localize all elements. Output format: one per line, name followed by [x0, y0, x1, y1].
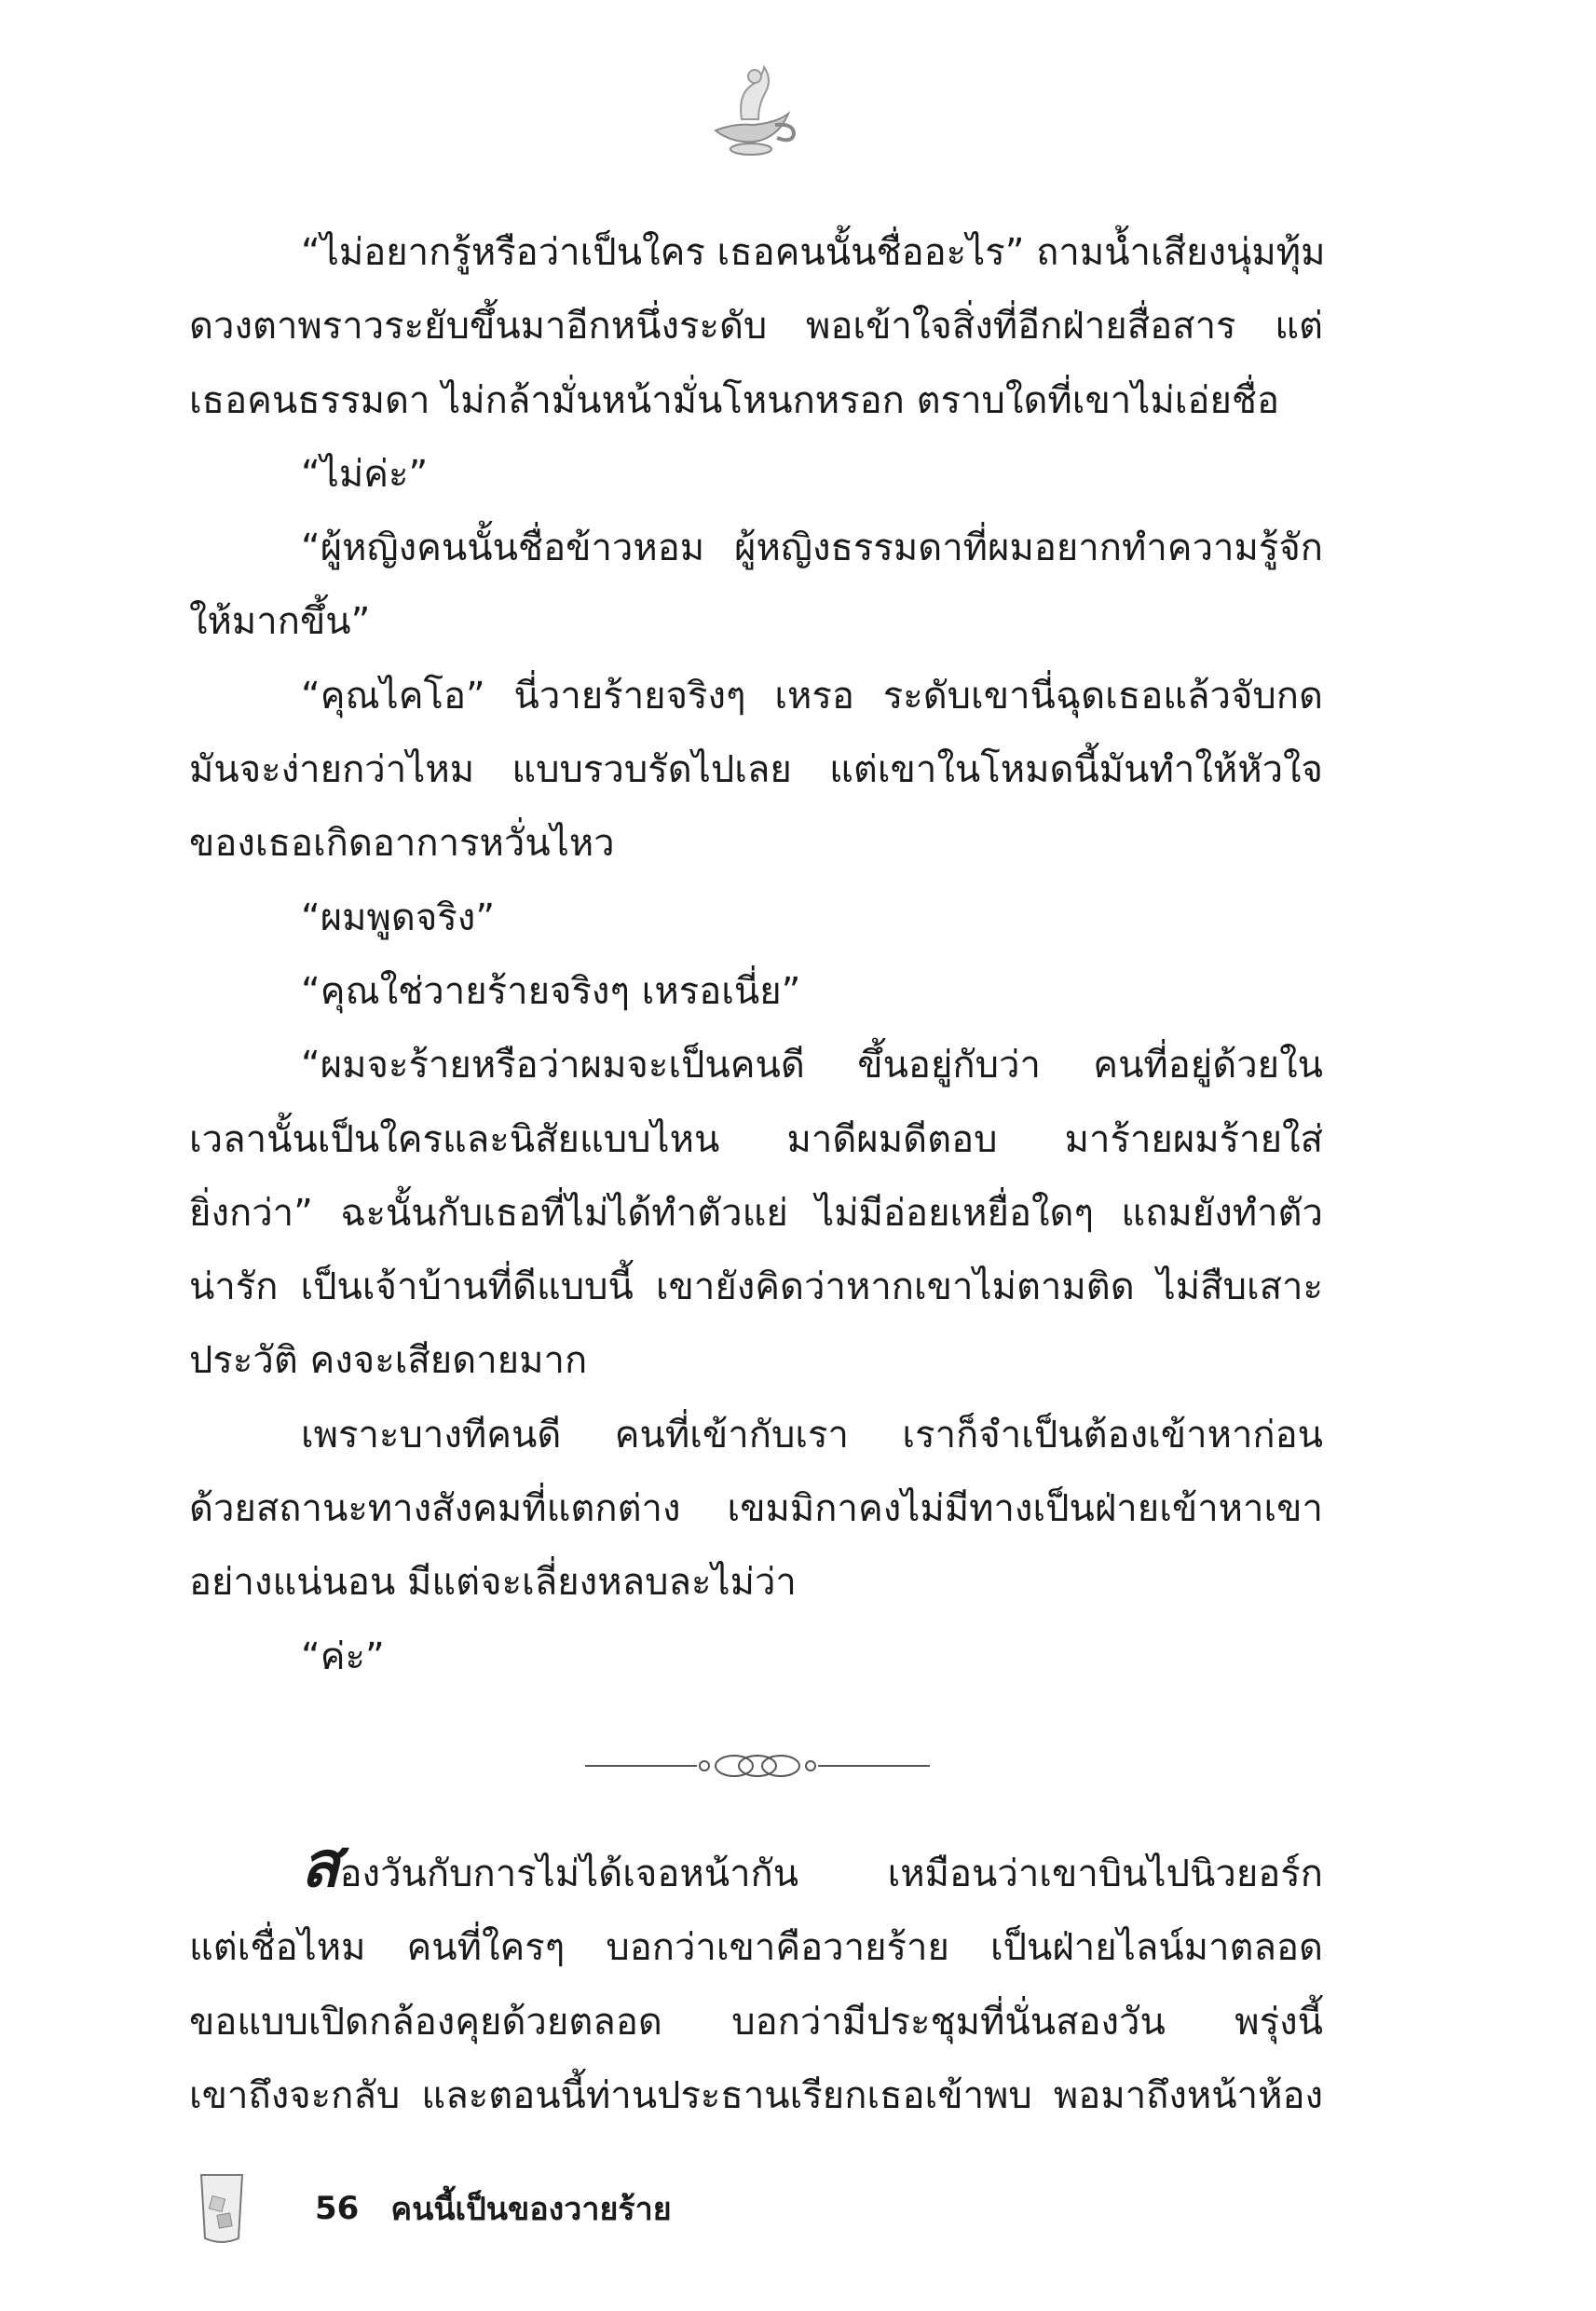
text-line: ยิ่งกว่า” ฉะนั้นกับเธอที่ไม่ได้ทำตัวแย่ ไม่มีอ่อยเหยื่อใดๆ แถมยังทำตัว: [189, 1191, 1323, 1235]
text-line: เขาถึงจะกลับ และตอนนี้ท่านประธานเรียกเธอเข้าพบ พอมาถึงหน้าห้อง: [189, 2073, 1323, 2117]
text-line: ของเธอเกิดอาการหวั่นไหว: [189, 822, 615, 866]
text-line: “คุณไคโอ” นี่วายร้ายจริงๆ เหรอ ระดับเขานี่ฉุดเธอแล้วจับกด: [301, 674, 1323, 718]
text-line: น่ารัก เป็นเจ้าบ้านที่ดีแบบนี้ เขายังคิดว่าหากเขาไม่ตามติด ไม่สืบเสาะ: [189, 1265, 1323, 1309]
text-line: [189, 1828, 1323, 1911]
text-line: เพราะบางทีคนดี คนที่เข้ากับเรา เราก็จำเป็นต้องเข้าหาก่อน: [301, 1413, 1323, 1456]
body-text-section-1: [189, 216, 1326, 1694]
text-line: ดวงตาพราวระยับขึ้นมาอีกหนึ่งระดับ พอเข้าใจสิ่งที่อีกฝ่ายสื่อสาร แต่: [189, 305, 1323, 349]
text-line: “ผมพูดจริง”: [301, 896, 496, 939]
text-line: “ไม่ค่ะ”: [301, 452, 429, 496]
text-line: เธอคนธรรมดา ไม่กล้ามั่นหน้ามั่นโหนกหรอก ตราบใดที่เขาไม่เอ่ยชื่อ: [189, 378, 1280, 422]
text-line: แต่เชื่อไหม คนที่ใครๆ บอกว่าเขาคือวายร้าย เป็นฝ่ายไลน์มาตลอด: [189, 1926, 1323, 1970]
glass-of-ice-icon: [194, 2171, 250, 2246]
text-line: เวลานั้นเป็นใครและนิสัยแบบไหน มาดีผมดีตอบ มาร้ายผมร้ายใส่: [189, 1117, 1323, 1161]
text-line: ด้วยสถานะทางสังคมที่แตกต่าง เขมมิกาคงไม่มีทางเป็นฝ่ายเข้าหาเขา: [189, 1487, 1323, 1531]
text-line: ให้มากขึ้น”: [189, 600, 371, 644]
text-line: ประวัติ คงจะเสียดายมาก: [189, 1339, 588, 1383]
section-divider-ornament-icon: [585, 1750, 930, 1782]
drop-cap: ส: [301, 1828, 340, 1902]
page-number: 56: [315, 2190, 360, 2227]
text-line: “ค่ะ”: [301, 1634, 385, 1678]
body-text-section-2: [189, 1828, 1323, 2133]
page-footer: [194, 2171, 672, 2246]
teapot-fairy-logo-icon: [697, 58, 809, 170]
book-title: คนนี้เป็นของวายร้าย: [390, 2191, 672, 2228]
text-line: อย่างแน่นอน มีแต่จะเลี่ยงหลบละไม่ว่า: [189, 1561, 797, 1605]
text-line: ขอแบบเปิดกล้องคุยด้วยตลอด บอกว่ามีประชุมที่นั่นสองวัน พรุ่งนี้: [189, 2000, 1323, 2044]
text-line-rest: องวันกับการไม่ได้เจอหน้ากัน เหมือนว่าเขาบินไปนิวยอร์ก: [339, 1853, 1323, 1895]
text-line: มันจะง่ายกว่าไหม แบบรวบรัดไปเลย แต่เขาในโหมดนี้มันทำให้หัวใจ: [189, 748, 1323, 792]
text-line: “ผู้หญิงคนนั้นชื่อข้าวหอม ผู้หญิงธรรมดาที่ผมอยากทำความรู้จัก: [301, 526, 1323, 570]
text-line: “ไม่อยากรู้หรือว่าเป็นใคร เธอคนนั้นชื่ออะไร” ถามน้ำเสียงนุ่มทุ้ม: [301, 231, 1326, 274]
text-line: “คุณใช่วายร้ายจริงๆ เหรอเนี่ย”: [301, 969, 801, 1013]
text-line: “ผมจะร้ายหรือว่าผมจะเป็นคนดี ขึ้นอยู่กับว่า คนที่อยู่ด้วยใน: [301, 1044, 1323, 1087]
